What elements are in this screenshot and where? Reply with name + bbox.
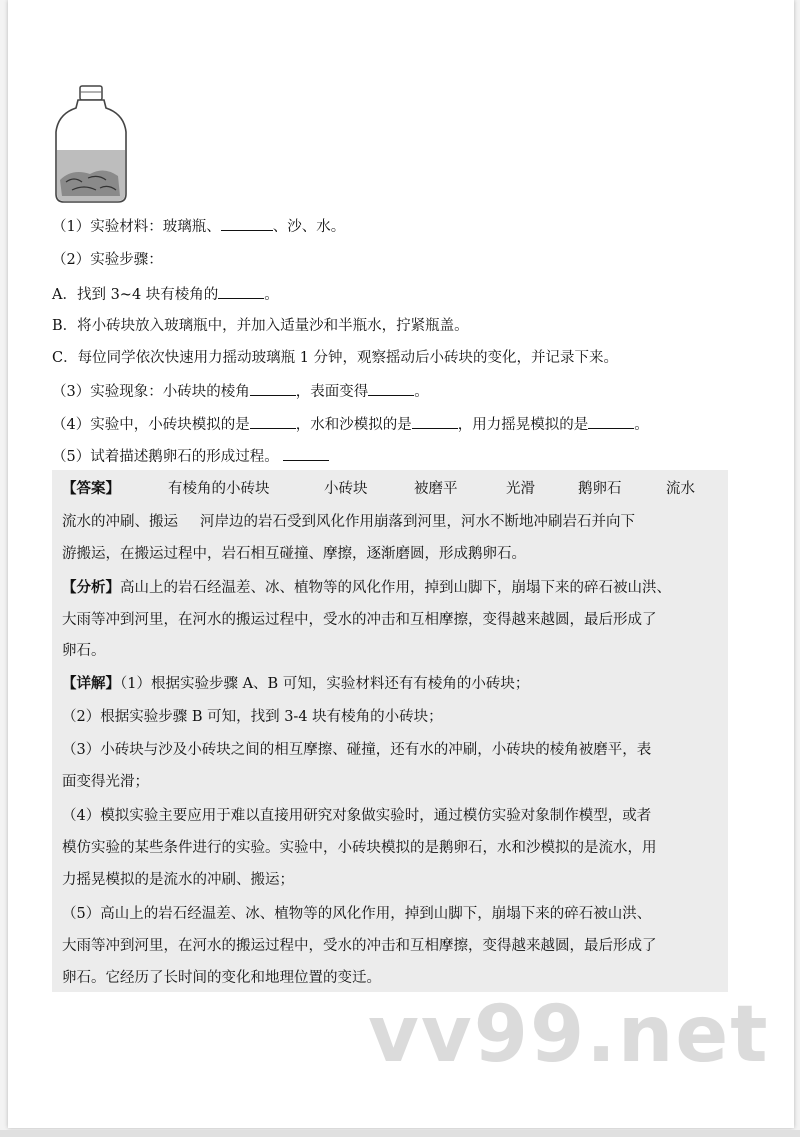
question-5 bbox=[52, 446, 329, 467]
step-a bbox=[52, 284, 279, 305]
q4-blank-2[interactable] bbox=[412, 414, 458, 429]
q4-blank-1[interactable] bbox=[250, 414, 296, 429]
step-c: C．每位同学依次快速用力摇动玻璃瓶 1 分钟，观察摇动后小砖块的变化，并记录下来。 bbox=[52, 350, 619, 366]
answer-item: 流水 bbox=[666, 481, 695, 497]
answer-item: 有棱角的小砖块 bbox=[168, 481, 270, 497]
detail-line-1 bbox=[62, 674, 529, 694]
detail-line-4a: （4）模拟实验主要应用于难以直接用研究对象做实验时，通过模仿实验对象制作模型，或者 bbox=[62, 808, 652, 824]
answer-explanation: 河岸边的岩石受到风化作用崩落到河里，河水不断地冲刷岩石并向下 bbox=[200, 514, 635, 530]
answer-item: 流水的冲刷、搬运 bbox=[62, 514, 178, 530]
answer-line-1 bbox=[62, 479, 722, 499]
q3-blank-1[interactable] bbox=[250, 381, 296, 396]
detail-line-5a: （5）高山上的岩石经温差、冰、植物等的风化作用，掉到山脚下，崩塌下来的碎石被山洪、 bbox=[62, 906, 652, 922]
q1-prefix: （1）实验材料：玻璃瓶、 bbox=[52, 219, 221, 235]
analysis-line-2: 大雨等冲到河里，在河水的搬运过程中，受水的冲击和互相摩擦，变得越来越圆，最后形成了 bbox=[62, 612, 657, 628]
answer-line-2 bbox=[62, 512, 635, 532]
question-2: （2）实验步骤： bbox=[52, 252, 163, 268]
detail-line-3b: 面变得光滑； bbox=[62, 774, 149, 790]
analysis-label: 【分析】 bbox=[62, 579, 120, 596]
answer-item: 光滑 bbox=[506, 481, 535, 497]
question-1 bbox=[52, 216, 345, 237]
q3-part-a: （3）实验现象：小砖块的棱角 bbox=[52, 384, 250, 400]
detail-line-3a: （3）小砖块与沙及小砖块之间的相互摩擦、碰撞，还有水的冲刷，小砖块的棱角被磨平，表 bbox=[62, 742, 652, 758]
q3-part-c: 。 bbox=[414, 384, 429, 400]
detail-line-4b: 模仿实验的某些条件进行的实验。实验中，小砖块模拟的是鹅卵石，水和沙模拟的是流水，用 bbox=[62, 840, 657, 856]
q4-blank-3[interactable] bbox=[588, 414, 634, 429]
question-3 bbox=[52, 381, 429, 402]
detail-text: （1）根据实验步骤 A、B 可知，实验材料还有有棱角的小砖块； bbox=[120, 676, 530, 692]
answer-item: 鹅卵石 bbox=[578, 481, 622, 497]
answer-item: 小砖块 bbox=[324, 481, 368, 497]
detail-label: 【详解】 bbox=[62, 675, 120, 692]
q3-blank-2[interactable] bbox=[368, 381, 414, 396]
watermark: vv99.net bbox=[368, 990, 770, 1080]
step-a-prefix: A．找到 3~4 块有棱角的 bbox=[52, 287, 219, 303]
bottle-illustration bbox=[52, 84, 130, 206]
detail-line-5c: 卵石。它经历了长时间的变化和地理位置的变迁。 bbox=[62, 970, 381, 986]
answer-item: 被磨平 bbox=[414, 481, 458, 497]
q4-part-b: ，水和沙模拟的是 bbox=[295, 417, 412, 433]
q5-text: （5）试着描述鹅卵石的形成过程。 bbox=[52, 449, 279, 465]
step-a-suffix: 。 bbox=[264, 287, 279, 303]
analysis-line-1 bbox=[62, 578, 671, 598]
step-a-blank[interactable] bbox=[218, 284, 264, 299]
answer-line-3: 游搬运，在搬运过程中，岩石相互碰撞、摩擦，逐渐磨圆，形成鹅卵石。 bbox=[62, 546, 526, 562]
q1-suffix: 、沙、水。 bbox=[272, 219, 346, 235]
question-4 bbox=[52, 414, 649, 435]
q4-part-c: ，用力摇晃模拟的是 bbox=[457, 417, 589, 433]
q5-blank[interactable] bbox=[283, 446, 329, 461]
detail-line-4c: 力摇晃模拟的是流水的冲刷、搬运； bbox=[62, 872, 294, 888]
answer-label: 【答案】 bbox=[62, 480, 120, 497]
detail-line-2: （2）根据实验步骤 B 可知，找到 3-4 块有棱角的小砖块； bbox=[62, 709, 443, 725]
q3-part-b: ，表面变得 bbox=[295, 384, 369, 400]
step-b: B．将小砖块放入玻璃瓶中，并加入适量沙和半瓶水，拧紧瓶盖。 bbox=[52, 318, 469, 334]
q4-part-a: （4）实验中，小砖块模拟的是 bbox=[52, 417, 250, 433]
analysis-text: 高山上的岩石经温差、冰、植物等的风化作用，掉到山脚下，崩塌下来的碎石被山洪、 bbox=[120, 580, 671, 596]
q4-part-d: 。 bbox=[634, 417, 649, 433]
q1-blank[interactable] bbox=[221, 216, 273, 231]
analysis-line-3: 卵石。 bbox=[62, 643, 106, 659]
detail-line-5b: 大雨等冲到河里，在河水的搬运过程中，受水的冲击和互相摩擦，变得越来越圆，最后形成了 bbox=[62, 938, 657, 954]
page-bottom-edge bbox=[0, 1130, 800, 1137]
